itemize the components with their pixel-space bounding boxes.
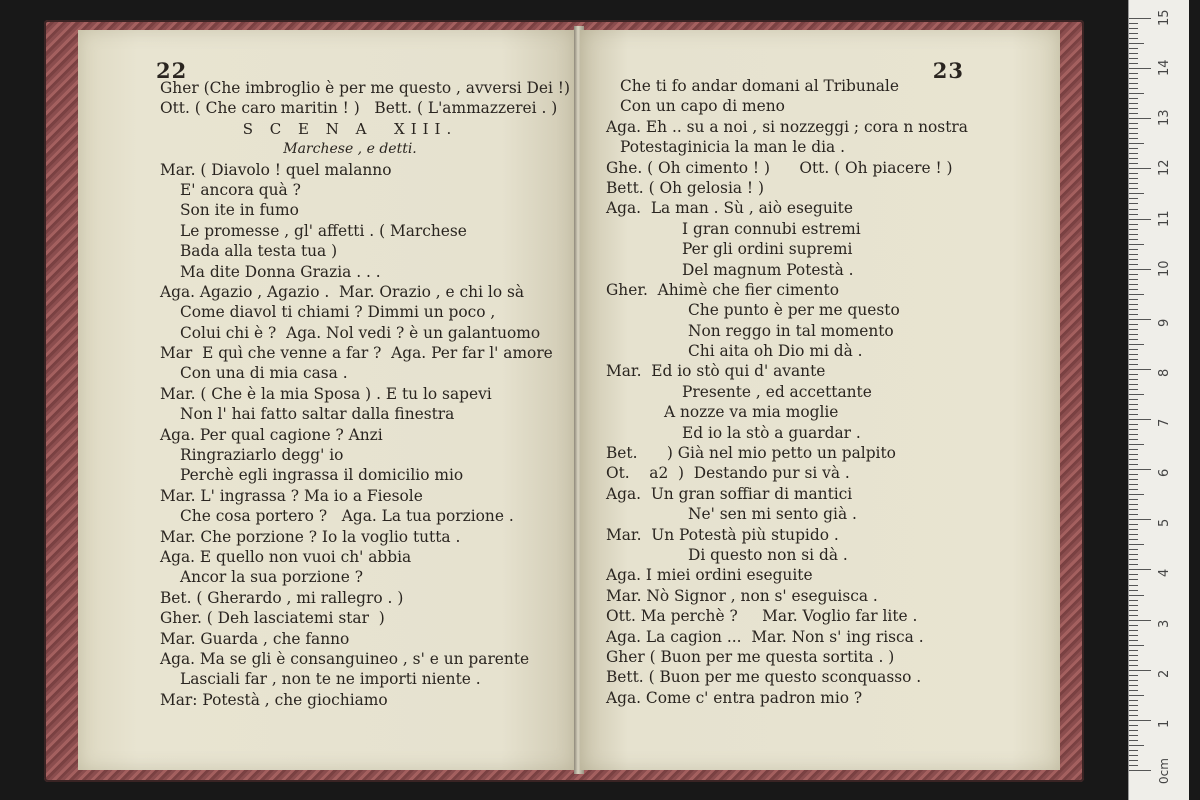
ruler-tick xyxy=(1129,123,1138,124)
ruler-tick xyxy=(1129,138,1138,139)
ruler-tick xyxy=(1129,18,1151,19)
ruler-tick xyxy=(1129,28,1138,29)
text-line: Aga. Come c' entra padron mio ? xyxy=(606,688,863,707)
ruler-tick xyxy=(1129,259,1138,260)
ruler-tick xyxy=(1129,78,1138,79)
ruler-tick xyxy=(1129,715,1138,716)
ruler-tick xyxy=(1129,549,1138,550)
ruler-tick xyxy=(1129,735,1138,736)
ruler-label: 14 xyxy=(1157,59,1172,77)
ruler-tick xyxy=(1129,459,1138,460)
text-line: Di questo non si dà . xyxy=(688,545,848,564)
text-line: Che punto è per me questo xyxy=(688,301,900,320)
ruler-tick xyxy=(1129,23,1138,24)
ruler-tick xyxy=(1129,569,1151,570)
text-line: Aga. E quello non vuoi ch' abbia xyxy=(160,547,412,566)
ruler-tick xyxy=(1129,675,1138,676)
text-line: Mar. L' ingrassa ? Ma io a Fiesole xyxy=(160,486,423,505)
ruler-tick xyxy=(1129,244,1144,245)
text-line: Bett. ( Oh gelosia ! ) xyxy=(606,178,765,197)
ruler-tick xyxy=(1129,745,1144,746)
ruler-tick xyxy=(1129,590,1138,591)
right-page xyxy=(580,30,1060,770)
ruler-tick xyxy=(1129,269,1151,270)
ruler-tick xyxy=(1129,640,1138,641)
ruler-label: 12 xyxy=(1157,159,1172,177)
ruler-tick xyxy=(1129,93,1144,94)
text-line: Son ite in fumo xyxy=(180,201,299,220)
text-line: A nozze va mia moglie xyxy=(664,403,839,422)
text-line: Mar E quì che venne a far ? Aga. Per far l' amore xyxy=(160,344,553,363)
ruler-tick xyxy=(1129,740,1138,741)
text-line: Aga. La man . Sù , aiò eseguite xyxy=(606,199,853,218)
ruler-tick xyxy=(1129,38,1138,39)
ruler-tick xyxy=(1129,339,1138,340)
ruler-tick xyxy=(1129,188,1138,189)
text-line: Aga. Per qual cagione ? Anzi xyxy=(160,425,383,444)
ruler-tick xyxy=(1129,198,1138,199)
ruler-tick xyxy=(1129,670,1151,671)
ruler-tick xyxy=(1129,524,1138,525)
text-line: Bett. ( Buon per me questo sconquasso . xyxy=(606,668,922,687)
ruler-tick xyxy=(1129,173,1138,174)
text-line: Ghe. ( Oh cimento ! ) Ott. ( Oh piacere ! ) xyxy=(606,158,953,177)
measuring-ruler xyxy=(1128,0,1189,800)
ruler-tick xyxy=(1129,630,1138,631)
text-line: Aga. Agazio , Agazio . Mar. Orazio , e chi lo sà xyxy=(160,282,525,301)
ruler-tick xyxy=(1129,765,1138,766)
text-line: Mar. ( Diavolo ! quel malanno xyxy=(160,160,392,179)
ruler-tick xyxy=(1129,53,1138,54)
ruler-tick xyxy=(1129,158,1138,159)
ruler-tick xyxy=(1129,153,1138,154)
ruler-tick xyxy=(1129,309,1138,310)
text-line: Con un capo di meno xyxy=(620,97,785,116)
ruler-tick xyxy=(1129,610,1138,611)
ruler-unit: 0cm xyxy=(1157,758,1171,784)
ruler-tick xyxy=(1129,519,1151,520)
text-line: Mar. Ed io stò qui d' avante xyxy=(606,362,826,381)
ruler-tick xyxy=(1129,234,1138,235)
ruler-tick xyxy=(1129,409,1138,410)
text-line: Ne' sen mi sento già . xyxy=(688,505,857,524)
ruler-tick xyxy=(1129,219,1151,220)
ruler-tick xyxy=(1129,605,1138,606)
ruler-tick xyxy=(1129,163,1138,164)
ruler-tick xyxy=(1129,680,1138,681)
ruler-tick xyxy=(1129,143,1144,144)
ruler-tick xyxy=(1129,274,1138,275)
ruler-label: 9 xyxy=(1157,318,1172,327)
ruler-label: 8 xyxy=(1157,368,1172,377)
ruler-tick xyxy=(1129,429,1138,430)
ruler-tick xyxy=(1129,359,1138,360)
text-line: Bada alla testa tua ) xyxy=(180,242,338,261)
ruler-tick xyxy=(1129,554,1138,555)
ruler-tick xyxy=(1129,113,1138,114)
ruler-tick xyxy=(1129,68,1151,69)
ruler-tick xyxy=(1129,655,1138,656)
ruler-tick xyxy=(1129,660,1138,661)
ruler-tick xyxy=(1129,504,1138,505)
ruler-tick xyxy=(1129,43,1144,44)
ruler-tick xyxy=(1129,399,1138,400)
ruler-tick xyxy=(1129,384,1138,385)
page-number: 23 xyxy=(932,58,964,83)
text-line: Mar. Un Potestà più stupido . xyxy=(606,525,839,544)
text-line: Colui chi è ? Aga. Nol vedi ? è un galantuomo xyxy=(180,323,541,342)
text-line: Bet. ) Già nel mio petto un palpito xyxy=(606,444,896,463)
ruler-tick xyxy=(1129,529,1138,530)
text-line: Ma dite Donna Grazia . . . xyxy=(180,262,381,281)
ruler-tick xyxy=(1129,203,1138,204)
text-line: Mar. Nò Signor , non s' eseguisca . xyxy=(606,586,878,605)
ruler-tick xyxy=(1129,414,1138,415)
ruler-tick xyxy=(1129,625,1138,626)
text-line: Aga. Ma se gli è consanguineo , s' e un parente xyxy=(160,649,530,668)
text-line: Mar: Potestà , che giochiamo xyxy=(160,690,388,709)
ruler-label: 13 xyxy=(1157,109,1172,127)
ruler-label: 5 xyxy=(1157,519,1172,528)
ruler-tick xyxy=(1129,494,1144,495)
text-line: Lasciali far , non te ne importi niente . xyxy=(180,670,481,689)
ruler-tick xyxy=(1129,514,1138,515)
ruler-tick xyxy=(1129,489,1138,490)
ruler-tick xyxy=(1129,770,1151,771)
text-line: Che cosa portero ? Aga. La tua porzione . xyxy=(180,507,514,526)
ruler-tick xyxy=(1129,600,1138,601)
ruler-tick xyxy=(1129,690,1138,691)
text-line: Aga. Eh .. su a noi , si nozzeggi ; cora n nostra xyxy=(606,117,968,136)
text-line: Ancor la sua porzione ? xyxy=(180,568,363,587)
ruler-tick xyxy=(1129,88,1138,89)
text-line: Che ti fo andar domani al Tribunale xyxy=(620,77,899,95)
ruler-tick xyxy=(1129,324,1138,325)
text-line: Ringraziarlo degg' io xyxy=(180,446,344,465)
text-line: Ott. Ma perchè ? Mar. Voglio far lite . xyxy=(606,607,918,626)
ruler-tick xyxy=(1129,58,1138,59)
ruler-tick xyxy=(1129,334,1138,335)
ruler-tick xyxy=(1129,620,1151,621)
ruler-tick xyxy=(1129,444,1144,445)
ruler-tick xyxy=(1129,394,1144,395)
ruler-tick xyxy=(1129,239,1138,240)
ruler-tick xyxy=(1129,479,1138,480)
text-line: Gher ( Buon per me questa sortita . ) xyxy=(606,647,895,666)
ruler-tick xyxy=(1129,289,1138,290)
ruler-tick xyxy=(1129,424,1138,425)
ruler-tick xyxy=(1129,224,1138,225)
ruler-tick xyxy=(1129,449,1138,450)
ruler-tick xyxy=(1129,128,1138,129)
text-line: Aga. La cagion ... Mar. Non s' ing risca . xyxy=(606,627,924,646)
ruler-tick xyxy=(1129,329,1138,330)
ruler-tick xyxy=(1129,229,1138,230)
ruler-tick xyxy=(1129,304,1138,305)
ruler-tick xyxy=(1129,279,1138,280)
text-line: I gran connubi estremi xyxy=(682,219,861,238)
ruler-tick xyxy=(1129,108,1138,109)
ruler-tick xyxy=(1129,635,1138,636)
text-line: Del magnum Potestà . xyxy=(682,260,854,279)
ruler-tick xyxy=(1129,209,1138,210)
ruler-tick xyxy=(1129,564,1138,565)
text-line: Presente , ed accettante xyxy=(682,382,872,401)
ruler-tick xyxy=(1129,264,1138,265)
ruler-tick xyxy=(1129,374,1138,375)
ruler-tick xyxy=(1129,650,1138,651)
ruler-label: 10 xyxy=(1157,260,1172,277)
ruler-label: 4 xyxy=(1157,569,1172,578)
text-line: Ot. a2 ) Destando pur si và . xyxy=(606,464,850,483)
page-number: 22 xyxy=(156,58,188,83)
text-line: Potestaginicia la man le dia . xyxy=(620,138,845,157)
ruler-label: 2 xyxy=(1157,669,1172,678)
ruler-tick xyxy=(1129,98,1138,99)
ruler-tick xyxy=(1129,349,1138,350)
ruler-tick xyxy=(1129,615,1138,616)
ruler-tick xyxy=(1129,344,1144,345)
ruler-tick xyxy=(1129,539,1138,540)
ruler-label: 15 xyxy=(1157,9,1172,26)
ruler-tick xyxy=(1129,645,1144,646)
text-line: Mar. ( Che è la mia Sposa ) . E tu lo sapevi xyxy=(160,384,492,403)
ruler-tick xyxy=(1129,710,1138,711)
ruler-tick xyxy=(1129,509,1138,510)
text-line: Con una di mia casa . xyxy=(180,364,348,383)
ruler-tick xyxy=(1129,585,1138,586)
ruler-tick xyxy=(1129,193,1144,194)
ruler-tick xyxy=(1129,389,1138,390)
ruler-tick xyxy=(1129,48,1138,49)
ruler-tick xyxy=(1129,695,1144,696)
ruler-tick xyxy=(1129,685,1138,686)
ruler-tick xyxy=(1129,595,1144,596)
ruler-label: 6 xyxy=(1157,468,1172,478)
text-line: Mar. Guarda , che fanno xyxy=(160,629,350,648)
right-page-text xyxy=(606,76,968,708)
text-line: Gher. Ahimè che fier cimento xyxy=(606,280,839,299)
ruler-tick xyxy=(1129,559,1138,560)
ruler-tick xyxy=(1129,354,1138,355)
ruler-tick xyxy=(1129,73,1138,74)
ruler-tick xyxy=(1129,434,1138,435)
text-line: Come diavol ti chiami ? Dimmi un poco , xyxy=(180,303,496,322)
ruler-tick xyxy=(1129,254,1138,255)
text-line: Perchè egli ingrassa il domicilio mio xyxy=(180,466,464,485)
text-line: Non reggo in tal momento xyxy=(688,321,894,340)
ruler-tick xyxy=(1129,178,1138,179)
ruler-label: 11 xyxy=(1157,209,1172,227)
text-line: Marchese , e detti. xyxy=(283,141,417,158)
text-line: Mar. Che porzione ? Io la voglio tutta . xyxy=(160,527,461,546)
ruler-tick xyxy=(1129,464,1138,465)
ruler-tick xyxy=(1129,419,1151,420)
ruler-tick xyxy=(1129,314,1138,315)
ruler-tick xyxy=(1129,364,1138,365)
left-page xyxy=(78,30,576,770)
text-line: Aga. I miei ordini eseguite xyxy=(606,566,813,585)
ruler-tick xyxy=(1129,168,1151,169)
text-line: Non l' hai fatto saltar dalla finestra xyxy=(180,405,455,424)
ruler-tick xyxy=(1129,33,1138,34)
ruler-tick xyxy=(1129,404,1138,405)
text-line: Aga. Un gran soffiar di mantici xyxy=(606,484,853,503)
text-line: Ed io la stò a guardar . xyxy=(682,423,861,442)
ruler-tick xyxy=(1129,579,1138,580)
ruler-tick xyxy=(1129,299,1138,300)
text-line: Gher. ( Deh lasciatemi star ) xyxy=(160,609,385,628)
ruler-tick xyxy=(1129,725,1138,726)
text-line: Gher (Che imbroglio è per me questo , avversi Dei !) xyxy=(160,79,571,97)
text-line: S C E N A XIII. xyxy=(242,119,458,138)
ruler-tick xyxy=(1129,133,1138,134)
ruler-tick xyxy=(1129,474,1138,475)
ruler-tick xyxy=(1129,499,1138,500)
ruler-tick xyxy=(1129,484,1138,485)
ruler-tick xyxy=(1129,574,1138,575)
ruler-tick xyxy=(1129,534,1138,535)
ruler-tick xyxy=(1129,183,1138,184)
ruler-tick xyxy=(1129,214,1138,215)
left-page-text xyxy=(160,78,570,710)
ruler-tick xyxy=(1129,249,1138,250)
text-line: Ott. ( Che caro maritin ! ) Bett. ( L'ammazzerei . ) xyxy=(160,99,558,118)
ruler-tick xyxy=(1129,750,1138,751)
ruler-tick xyxy=(1129,665,1138,666)
ruler-tick xyxy=(1129,83,1138,84)
text-line: Le promesse , gl' affetti . ( Marchese xyxy=(180,221,467,240)
text-line: E' ancora quà ? xyxy=(180,180,301,199)
ruler-tick xyxy=(1129,284,1138,285)
ruler-tick xyxy=(1129,379,1138,380)
ruler-tick xyxy=(1129,700,1138,701)
ruler-tick xyxy=(1129,294,1144,295)
ruler-tick xyxy=(1129,760,1138,761)
ruler-tick xyxy=(1129,148,1138,149)
ruler-label: 3 xyxy=(1157,619,1172,628)
ruler-tick xyxy=(1129,544,1144,545)
ruler-tick xyxy=(1129,369,1151,370)
ruler-tick xyxy=(1129,720,1151,721)
ruler-tick xyxy=(1129,118,1151,119)
ruler-tick xyxy=(1129,755,1138,756)
ruler-label: 1 xyxy=(1157,719,1172,728)
ruler-tick xyxy=(1129,63,1138,64)
text-line: Chi aita oh Dio mi dà . xyxy=(688,342,863,361)
ruler-tick xyxy=(1129,319,1151,320)
ruler-tick xyxy=(1129,103,1138,104)
ruler-tick xyxy=(1129,469,1151,470)
ruler-label: 7 xyxy=(1157,418,1172,428)
ruler-tick xyxy=(1129,439,1138,440)
text-line: Bet. ( Gherardo , mi rallegro . ) xyxy=(160,588,404,607)
text-line: Per gli ordini supremi xyxy=(682,240,853,259)
ruler-tick xyxy=(1129,454,1138,455)
ruler-tick xyxy=(1129,730,1138,731)
ruler-tick xyxy=(1129,705,1138,706)
